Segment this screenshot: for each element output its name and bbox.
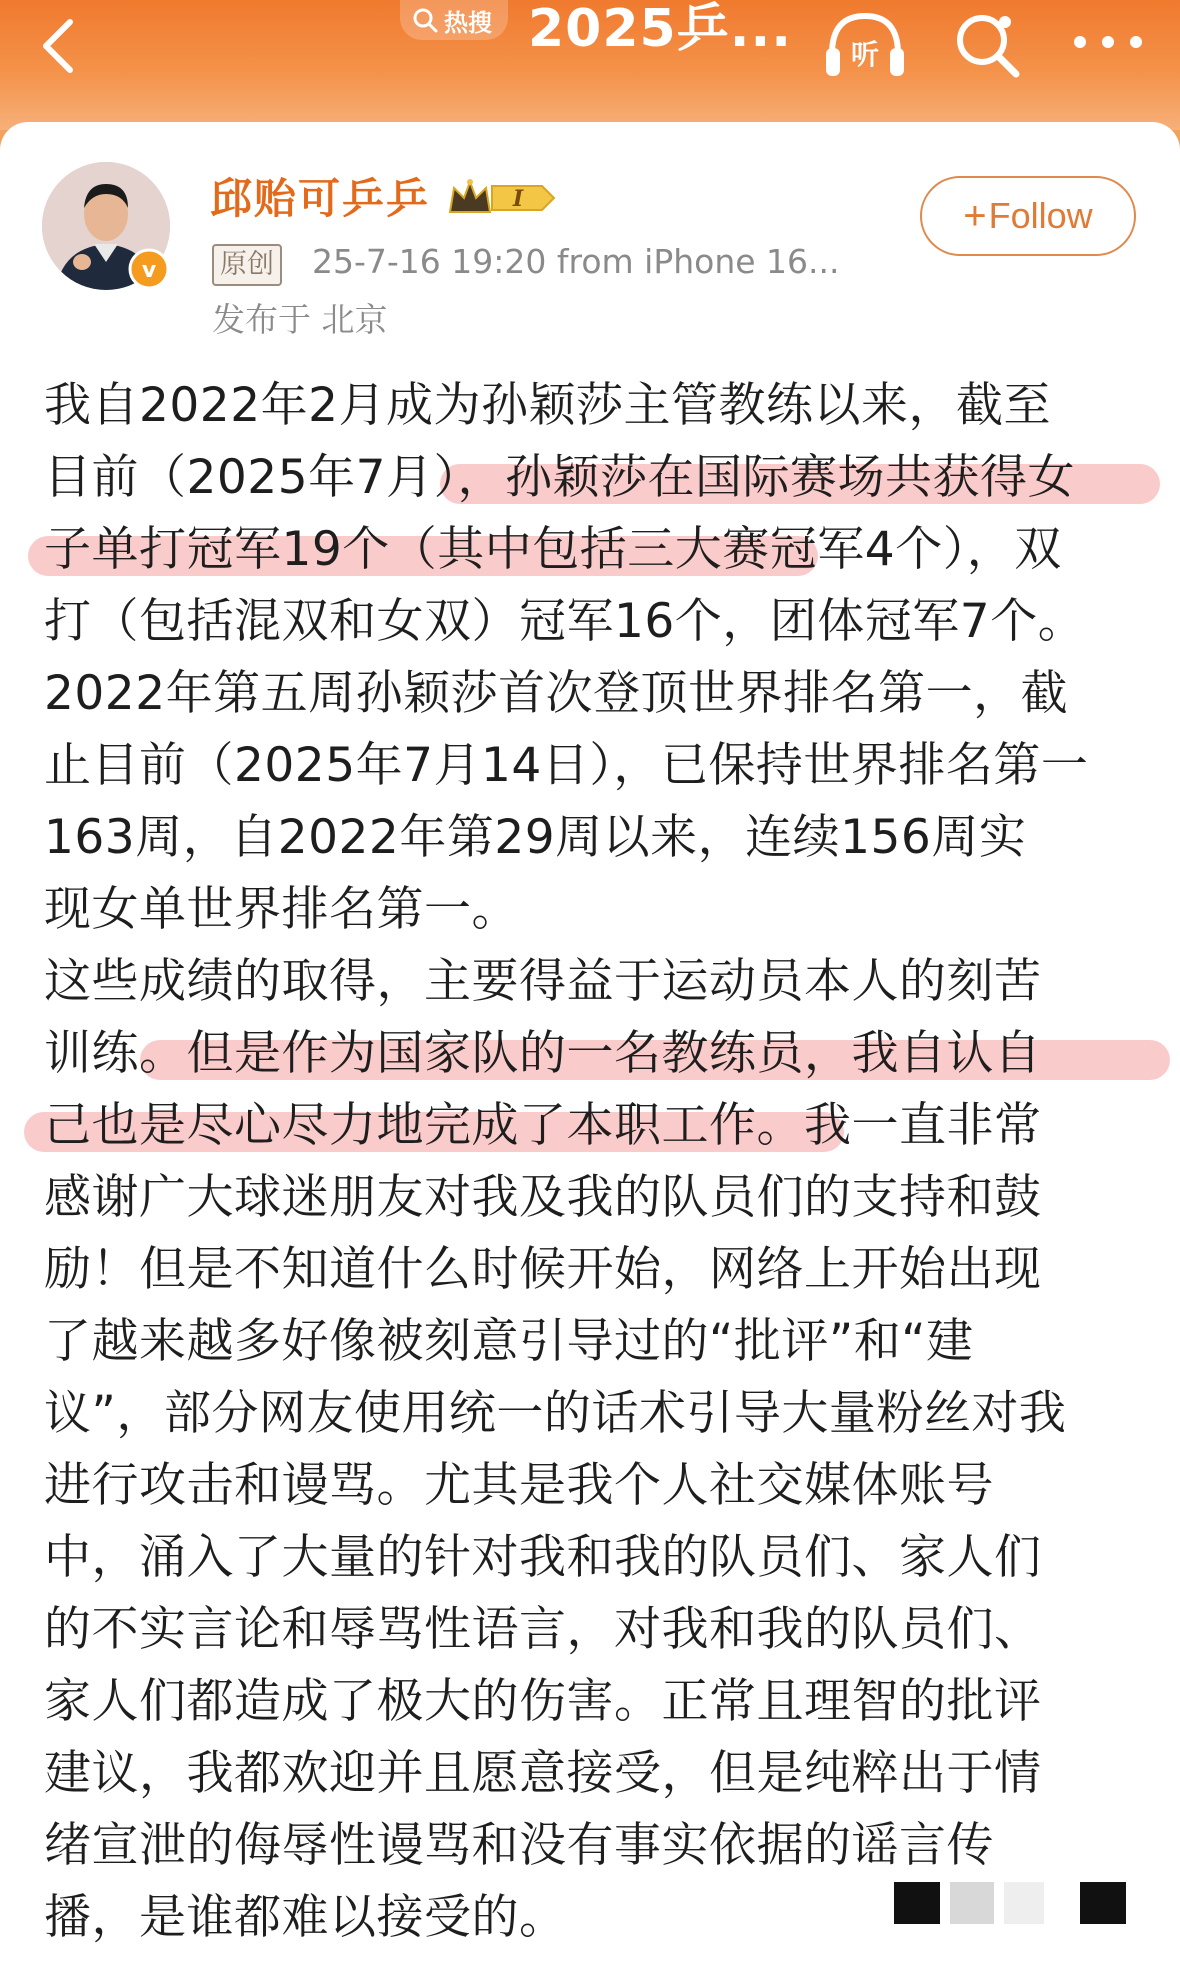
post-location: 发布于 北京 — [212, 300, 388, 339]
body-line: 议”，部分网友使用统一的话术引导大量粉丝对我 — [44, 1386, 1067, 1441]
body-line: 家人们都造成了极大的伤害。正常且理智的批评 — [44, 1674, 1042, 1729]
page-subtitle — [528, 58, 668, 88]
body-line: 的不实言论和辱骂性语言，对我和我的队员们、 — [44, 1602, 1042, 1657]
body-line: 绪宣泄的侮辱性谩骂和没有事实依据的谣言传 — [44, 1818, 994, 1873]
username[interactable]: 邱贻可乒乒 — [210, 174, 431, 223]
listen-icon[interactable] — [822, 10, 908, 82]
body-line: 打（包括混双和女双）冠军16个，团体冠军7个。 — [44, 594, 1086, 649]
post-meta: 25-7-16 19:20 from iPhone 16... — [312, 242, 840, 281]
svg-text:v: v — [141, 258, 157, 283]
body-line: 我自2022年2月成为孙颖莎主管教练以来，截至 — [44, 378, 1052, 433]
page-title: 2025乒... — [528, 0, 792, 59]
verified-icon — [128, 248, 170, 290]
hot-search-icon — [412, 7, 438, 33]
follow-button[interactable] — [920, 176, 1136, 256]
body-line: 163周，自2022年第29周以来，连续156周实 — [44, 810, 1027, 865]
more-icon[interactable] — [1068, 30, 1148, 54]
crown-icon[interactable] — [446, 176, 558, 220]
body-line: 训练。但是作为国家队的一名教练员，我自认自 — [44, 1018, 1154, 1090]
body-line: 子单打冠军19个（其中包括三大赛冠军4个），双 — [44, 514, 1154, 586]
hot-search-badge[interactable] — [400, 0, 508, 40]
back-icon[interactable] — [28, 8, 88, 78]
body-line: 止目前（2025年7月14日），已保持世界排名第一 — [44, 738, 1089, 793]
body-line: 目前（2025年7月），孙颖莎在国际赛场共获得女 — [44, 442, 1154, 514]
body-line: 励！但是不知道什么时候开始，网络上开始出现 — [44, 1242, 1042, 1297]
watermark — [890, 1880, 1150, 1928]
body-line: 这些成绩的取得，主要得益于运动员本人的刻苦 — [44, 954, 1042, 1009]
search-icon[interactable] — [950, 8, 1022, 80]
original-badge: 原创 — [212, 244, 282, 286]
hot-search-label: 热搜 — [444, 8, 492, 37]
body-line: 中，涌入了大量的针对我和我的队员们、家人们 — [44, 1530, 1042, 1585]
post-body — [44, 370, 1154, 1954]
plus-icon: + — [963, 193, 987, 238]
follow-label: Follow — [988, 195, 1093, 236]
body-line: 现女单世界排名第一。 — [44, 882, 519, 937]
body-line: 建议，我都欢迎并且愿意接受，但是纯粹出于情 — [44, 1746, 1042, 1801]
listen-label: 听 — [850, 38, 880, 71]
body-line: 播，是谁都难以接受的。 — [44, 1890, 567, 1945]
top-bar — [0, 0, 1180, 130]
crown-level: I — [512, 186, 524, 212]
body-line: 己也是尽心尽力地完成了本职工作。我一直非常 — [44, 1090, 1154, 1162]
body-line: 进行攻击和谩骂。尤其是我个人社交媒体账号 — [44, 1458, 994, 1513]
body-line: 感谢广大球迷朋友对我及我的队员们的支持和鼓 — [44, 1170, 1042, 1225]
body-line: 了越来越多好像被刻意引导过的“批评”和“建 — [44, 1314, 974, 1369]
body-line: 2022年第五周孙颖莎首次登顶世界排名第一，截 — [44, 666, 1069, 721]
